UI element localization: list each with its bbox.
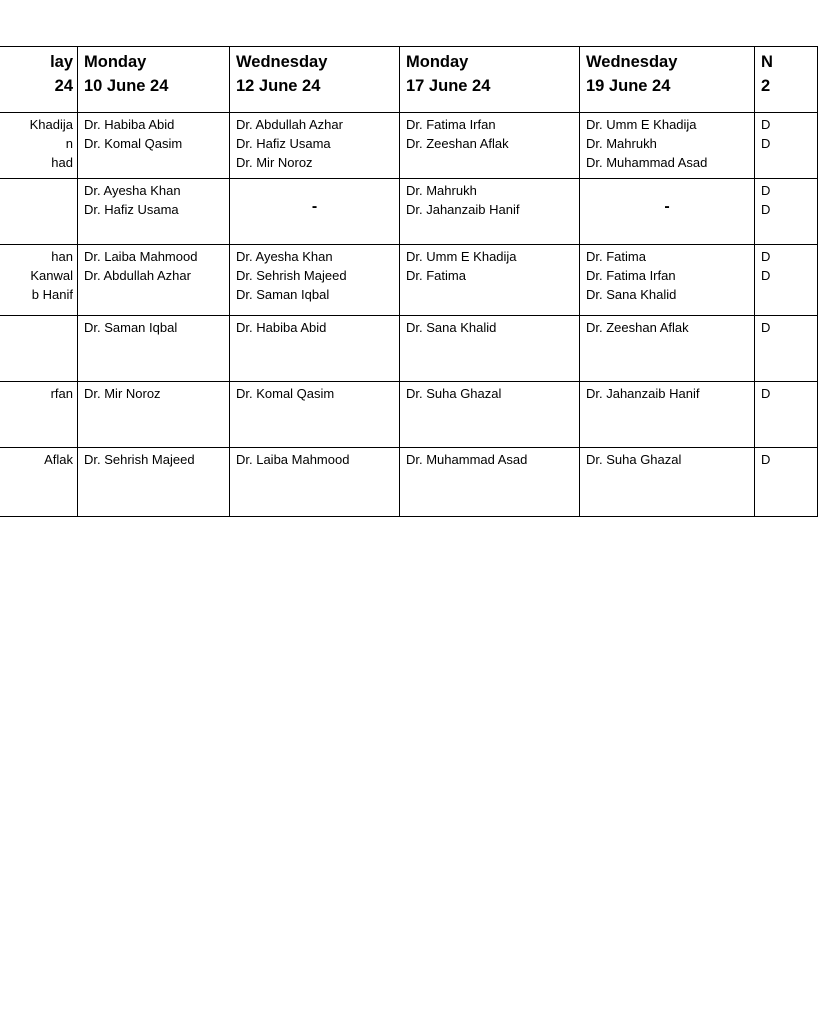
doctor-name: Dr. Abdullah Azhar (236, 117, 343, 132)
roster-row (0, 382, 818, 448)
doctor-name: Dr. Umm E Khadija (406, 249, 517, 264)
empty-slot-dash: - (664, 198, 670, 215)
roster-cell (0, 179, 78, 245)
roster-cell (78, 316, 230, 382)
column-date: 17 June 24 (406, 77, 491, 95)
roster-cell (230, 113, 400, 179)
roster-cell (755, 316, 818, 382)
doctor-name: Dr. Habiba Abid (84, 117, 175, 132)
column-day: Wednesday (236, 53, 328, 71)
roster-cell (230, 448, 400, 517)
roster-cell (755, 382, 818, 448)
doctor-name: D (761, 202, 771, 217)
column-date: 10 June 24 (84, 77, 169, 95)
duty-roster-table (0, 46, 818, 517)
roster-cell (580, 245, 755, 316)
roster-row (0, 245, 818, 316)
doctor-name: Dr. Muhammad Asad (406, 452, 528, 467)
doctor-name: Dr. Fatima (406, 268, 466, 283)
doctor-name: Dr. Fatima Irfan (406, 117, 496, 132)
doctor-name: Dr. Sana Khalid (406, 320, 497, 335)
column-day: lay (50, 53, 73, 71)
doctor-name: Dr. Ayesha Khan (236, 249, 333, 264)
doctor-name: Dr. Zeeshan Aflak (586, 320, 689, 335)
roster-cell (230, 382, 400, 448)
doctor-name: had (51, 155, 73, 170)
roster-cell (400, 113, 580, 179)
roster-cell (230, 316, 400, 382)
doctor-name: Dr. Hafiz Usama (236, 136, 331, 151)
doctor-name: rfan (50, 386, 73, 401)
doctor-name: Dr. Habiba Abid (236, 320, 327, 335)
doctor-name: Dr. Sana Khalid (586, 287, 677, 302)
roster-cell (0, 382, 78, 448)
doctor-name: n (65, 136, 73, 151)
column-header (580, 47, 755, 113)
column-day: N (761, 53, 773, 71)
roster-body (0, 113, 818, 517)
roster-cell (400, 179, 580, 245)
roster-row (0, 113, 818, 179)
doctor-name: D (761, 452, 771, 467)
doctor-name: D (761, 386, 771, 401)
doctor-name: D (761, 249, 771, 264)
column-date: 2 (761, 77, 771, 95)
roster-cell (78, 448, 230, 517)
roster-cell (755, 245, 818, 316)
roster-cell (400, 382, 580, 448)
roster-cell (580, 448, 755, 517)
doctor-name: Dr. Mir Noroz (84, 386, 161, 401)
roster-cell (755, 448, 818, 517)
roster-cell (580, 382, 755, 448)
column-day: Wednesday (586, 53, 678, 71)
column-date: 12 June 24 (236, 77, 321, 95)
doctor-name: Kanwal (30, 268, 73, 283)
doctor-name: Dr. Laiba Mahmood (84, 249, 198, 264)
roster-cell (0, 245, 78, 316)
doctor-name: Dr. Muhammad Asad (586, 155, 708, 170)
doctor-name: D (761, 136, 771, 151)
roster-cell (0, 316, 78, 382)
column-date: 19 June 24 (586, 77, 671, 95)
column-header (400, 47, 580, 113)
doctor-name: D (761, 183, 771, 198)
column-header (230, 47, 400, 113)
doctor-name: Dr. Mir Noroz (236, 155, 313, 170)
column-day: Monday (84, 53, 147, 71)
doctor-name: Dr. Fatima Irfan (586, 268, 676, 283)
doctor-name: Dr. Jahanzaib Hanif (406, 202, 520, 217)
roster-cell (78, 113, 230, 179)
doctor-name: Dr. Suha Ghazal (586, 452, 682, 467)
doctor-name: Dr. Komal Qasim (84, 136, 183, 151)
doctor-name: Dr. Suha Ghazal (406, 386, 502, 401)
roster-cell (400, 448, 580, 517)
doctor-name: Dr. Jahanzaib Hanif (586, 386, 700, 401)
doctor-name: Dr. Saman Iqbal (236, 287, 330, 302)
roster-cell (0, 113, 78, 179)
column-header (0, 47, 78, 113)
roster-cell (78, 245, 230, 316)
column-date: 24 (54, 77, 73, 95)
roster-row (0, 448, 818, 517)
column-header (755, 47, 818, 113)
doctor-name: Dr. Mahrukh (586, 136, 657, 151)
doctor-name: Dr. Sehrish Majeed (84, 452, 195, 467)
empty-slot-dash: - (311, 198, 318, 215)
roster-cell (580, 316, 755, 382)
doctor-name: D (761, 320, 771, 335)
roster-cell (755, 179, 818, 245)
roster-cell (230, 179, 400, 245)
doctor-name: Dr. Ayesha Khan (84, 183, 181, 198)
doctor-name: Khadija (29, 117, 73, 132)
roster-cell (78, 382, 230, 448)
doctor-name: Aflak (44, 452, 73, 467)
doctor-name: Dr. Saman Iqbal (84, 320, 178, 335)
roster-cell (400, 316, 580, 382)
doctor-name: Dr. Laiba Mahmood (236, 452, 350, 467)
roster-row (0, 316, 818, 382)
column-day: Monday (406, 53, 469, 71)
roster-cell (755, 113, 818, 179)
doctor-name: Dr. Hafiz Usama (84, 202, 179, 217)
doctor-name: han (51, 249, 73, 264)
doctor-name: Dr. Umm E Khadija (586, 117, 697, 132)
doctor-name: D (761, 117, 771, 132)
header-row (0, 47, 818, 113)
roster-cell (580, 179, 755, 245)
doctor-name: Dr. Abdullah Azhar (84, 268, 191, 283)
roster-cell (580, 113, 755, 179)
roster-cell (78, 179, 230, 245)
doctor-name: Dr. Zeeshan Aflak (406, 136, 509, 151)
doctor-name: Dr. Komal Qasim (236, 386, 335, 401)
doctor-name: Dr. Fatima (586, 249, 646, 264)
roster-cell (0, 448, 78, 517)
column-header (78, 47, 230, 113)
doctor-name: D (761, 268, 771, 283)
roster-row (0, 179, 818, 245)
roster-cell (400, 245, 580, 316)
doctor-name: Dr. Mahrukh (406, 183, 477, 198)
roster-cell (230, 245, 400, 316)
doctor-name: b Hanif (31, 287, 73, 302)
doctor-name: Dr. Sehrish Majeed (236, 268, 347, 283)
